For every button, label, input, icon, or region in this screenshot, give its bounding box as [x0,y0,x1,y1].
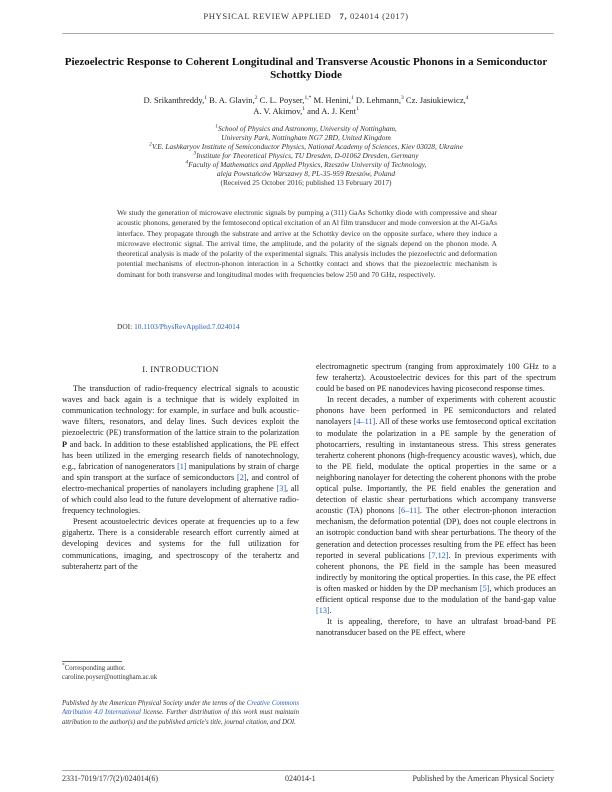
author [209,95,257,105]
text-run: . The other electron-phonon interaction mechanism, the deformation potential (DP), does not couple electrons in an isotropic conduction band with shear perturbations. The theory of the generation and detection processes resulting from the PE effect has been reported in several publications [316,506,556,560]
section-heading: I. INTRODUCTION [142,364,219,374]
doi-line [117,322,240,331]
paper-title: Piezoelectric Response to Coherent Longitudinal and Transverse Acoustic Phonons in a Semiconductor Schottky Diode [64,56,548,81]
author-affiliation-marker: 1,* [304,95,312,102]
author-name: Cz. Jasiukiewicz, [405,95,466,105]
author-name: B. A. Glavin, [209,95,255,105]
affiliation-marker: 4 [185,159,189,166]
author [253,106,305,116]
citation-link[interactable]: [13] [316,606,330,616]
affiliation-line: University Park, Nottingham NG7 2RD, United Kingdom [221,133,391,142]
text-run: and back. In addition to these established applications, the PE effect has been utilized in the emerging research fields of nanotechnology, e.g., fabrication of nanogenerators [62,439,299,471]
left-column-body [62,383,299,572]
citation-link[interactable]: [1] [177,461,187,471]
affiliation-line: aleja Powstańców Warszawy 8, PL-35-959 Rzeszów, Poland [216,169,396,178]
text-run: Published by the American Physical Society under the terms of the [62,700,247,707]
doi-label: DOI: [117,322,133,331]
author-affiliation-marker: 2 [254,95,258,102]
footer-page-number: 024014-1 [285,774,316,783]
affiliation [60,160,552,178]
journal-name: PHYSICAL REVIEW APPLIED [203,11,332,21]
text-run: . All of these works use femtosecond optical excitation to modulate the polarization in a PE sample by the generation of photocarriers, resulting in instantaneous stress. This stress generates terahertz coherent phonons (high-frequency acoustic waves), which, due to the PE field, modulate the optical properties in the same or a neighboring nanolayer for detecting the coherent phonons with the probe optical pulse. Importantly, the PE field enables the generation and detection of elastic shear perturbations which accompany transverse acoustic (TA) phonons [316,417,556,516]
citation-link[interactable]: [7,12] [428,550,449,560]
text-run: It is appealing, therefore, to have an ultrafast broad-band PE nanotransducer based on the PE effect, where [316,617,556,638]
citation-link[interactable]: [2] [237,472,247,482]
author [356,95,404,105]
author [260,95,312,105]
affiliation-line: Faculty of Mathematics and Applied Physics, Rzeszów University of Technology, [188,160,427,169]
footnote-marker: * [62,662,65,669]
paragraph [316,616,556,638]
affiliation-marker: 3 [193,150,197,157]
author [307,106,359,116]
left-column [62,360,299,572]
affiliation-line: Institute for Theoretical Physics, TU Dresden, D-01062 Dresden, Germany [196,151,419,160]
author [313,95,353,105]
affiliation [60,142,552,151]
running-head [0,11,612,21]
text-run: In recent decades, a number of experiments with coherent acoustic phonons have been performed in PE semiconductors and related nanolayers [316,395,556,427]
corresponding-email[interactable]: caroline.poyser@nottingham.ac.uk [62,674,158,681]
affiliation [60,151,552,160]
text-run: The transduction of radio-frequency electrical signals to acoustic waves and back again is a technique that is widely exploited in communication technology: for example, in surface and bulk acoustic-wave filters, resonators, and delay lines. Such devices exploit the piezoelectric (PE) transformation of the lattice strain to the polarization [62,384,299,438]
text-run: , and control of electro-mechanical properties of nanolayers including graphene [62,472,299,493]
author-affiliation-marker: 1 [302,106,305,113]
text-run: , which produces an efficient optical response due to the modulation of the band-gap value [316,583,556,604]
abstract: We study the generation of microwave electronic signals by pumping a (311) GaAs Schottky diode with compressive and shear acoustic phonons, generated by the femtosecond optical excitation of an Al film transducer and mode conversion at the Al-GaAs interface. They propagate through the substrate and arrive at the Schottky device on the opposite surface, where they induce a microwave electronic signal. The arrival time, the amplitude, and the polarity of the signals depend on the phonon mode. A theoretical analysis is made of the polarity of the experimental signals. This analysis includes the piezoelectric and deformation potential mechanisms of electron-phonon interaction in a Schottky contact and shows that the piezoelectric mechanism is dominant for both transverse and longitudinal modes with frequencies below 250 and 70 GHz, respectively. [117,208,497,279]
citation-link[interactable]: Creative Commons Attribution 4.0 International [62,700,300,717]
author-name: D. Lehmann, [355,95,401,105]
doi-link[interactable]: 10.1103/PhysRevApplied.7.024014 [134,322,240,331]
affiliation-marker: 1 [215,123,218,130]
article-number: 024014 (2017) [349,11,409,21]
affiliation-list [60,124,552,187]
footer-issn: 2331-7019/17/7(2)/024014(6) [62,774,158,783]
affiliation-line: V.E. Lashkaryov Institute of Semiconductor Physics, National Academy of Sciences, Kiev 03028, Ukraine [151,142,463,151]
author-affiliation-marker: 1 [350,95,354,102]
paragraph [62,383,299,516]
right-column [316,361,556,638]
text-run: electromagnetic spectrum (ranging from approximately 100 GHz to a few terahertz). Acoustoelectric devices for this part of the spectrum could be based on PE nanodevices having picosecond response times. [316,362,556,394]
author-name: and A. J. Kent [307,106,357,116]
affiliation-marker: 2 [149,141,152,148]
text-run: Present acoustoelectric devices operate at frequencies up to a few gigahertz. There is a considerable research effort currently aimed at developing devices and systems for the full utilization for communications, imaging, and spectroscopy of the terahertz and subterahertz part of the [62,517,299,571]
paragraph [316,394,556,616]
affiliation [60,124,552,142]
author-affiliation-marker: 1 [204,95,207,102]
author-affiliation-marker: 1 [356,106,359,113]
author [143,95,207,105]
footnote [62,664,299,682]
license-statement [62,699,299,727]
text-run: license. Further distribution of this work must maintain attribution to the author(s) and the published article's title, journal citation, and DOI. [62,709,299,726]
text-run: . [329,606,332,616]
author-name: C. L. Poyser, [259,95,305,105]
footnote-divider [62,661,122,662]
citation-link[interactable]: [6–11] [398,506,420,516]
author-affiliation-marker: 3 [400,95,404,102]
paragraph [316,361,556,394]
citation-link[interactable]: [4–11] [353,417,376,427]
text-run: , all of which could also lead to the future development of alternative radio-frequency technologies. [62,483,299,516]
citation-link[interactable]: [5] [479,583,490,593]
text-run: . In previous experiments with coherent phonons, the PE field in the sample has been measured indirectly by monitoring the optical properties. In this case, the PE effect is often masked or hidden by the DP mechanism [316,550,556,593]
footnote-label: Corresponding author. [64,665,126,672]
author-name: M. Henini, [313,95,351,105]
author [406,95,469,105]
citation-link[interactable]: [3] [276,483,287,493]
paragraph [62,516,299,571]
text-run: manipulations by strain of charge and spin transport at the surface of semiconductors [62,461,299,482]
bold-symbol: P [62,439,68,449]
author-affiliation-marker: 4 [465,95,469,102]
author-list [60,95,552,117]
publication-dates: (Received 25 October 2016; published 13 February 2017) [220,178,392,187]
header-divider [62,33,554,34]
journal-volume: 7, [339,11,348,21]
footer-publisher: Published by the American Physical Society [412,774,554,783]
author-name: A. V. Akimov, [253,106,303,116]
affiliation-line: School of Physics and Astronomy, University of Nottingham, [217,124,397,133]
author-name: D. Srikanthreddy, [143,95,205,105]
footer-divider [62,770,554,771]
